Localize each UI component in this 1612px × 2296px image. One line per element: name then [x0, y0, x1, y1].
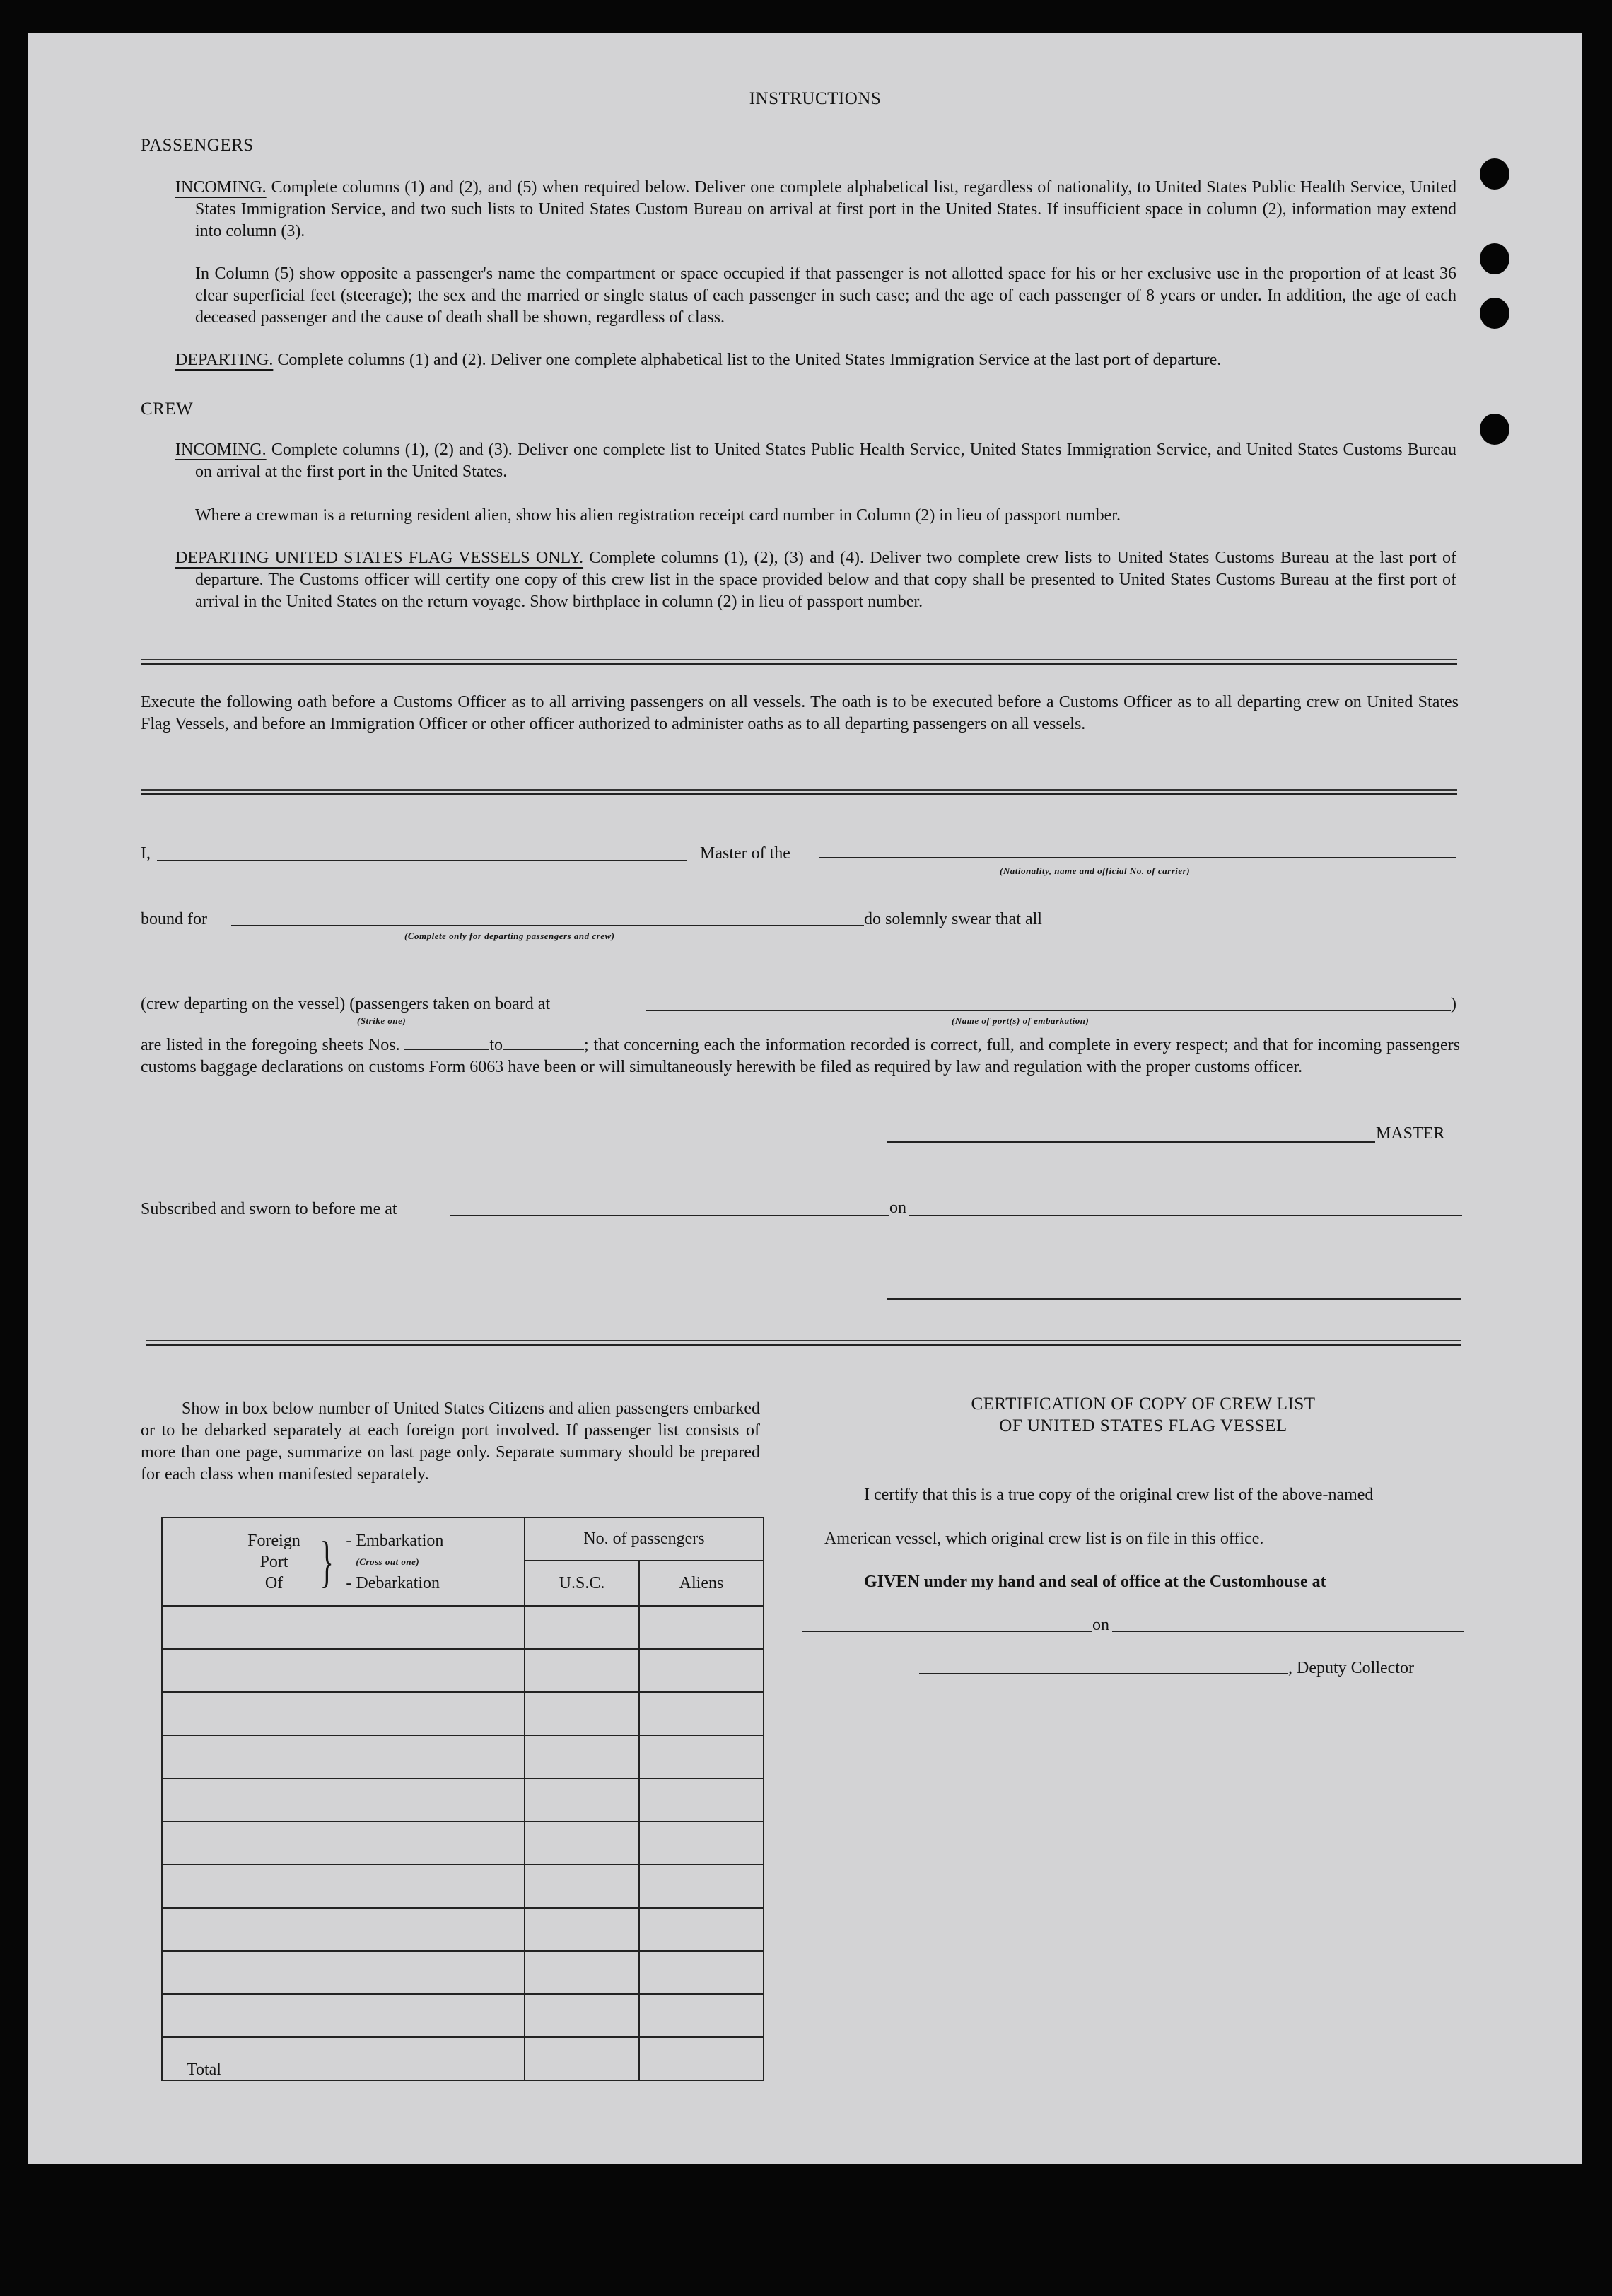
crew-passengers-text: (crew departing on the vessel) (passengers taken on board at: [141, 995, 551, 1013]
port-cell[interactable]: [162, 1735, 525, 1778]
on-label: on: [1092, 1616, 1109, 1634]
table-row: [162, 1649, 764, 1692]
punch-hole: [1480, 243, 1509, 274]
master-of-label: Master of the: [700, 844, 790, 863]
usc-cell[interactable]: [525, 1994, 639, 2037]
usc-cell[interactable]: [525, 1908, 639, 1951]
certify-text: I certify that this is a true copy of the original crew list of the above-named: [864, 1486, 1374, 1504]
oath-i: I,: [141, 844, 151, 863]
text: Complete columns (1) and (2). Deliver one complete alphabetical list to the United States Immigration Service at the last port of departure.: [277, 351, 1222, 369]
sworn-place-field[interactable]: [450, 1215, 889, 1216]
crew-resident: Where a crewman is a returning resident alien, show his alien registration receipt card number in Column (2) in lieu of passport number.: [195, 506, 1121, 525]
bound-for-label: bound for: [141, 910, 207, 928]
text: (Cross out one): [356, 1556, 420, 1567]
passengers-departing: [175, 349, 1462, 371]
aliens-cell[interactable]: [639, 1606, 764, 1649]
deputy-label: , Deputy Collector: [1288, 1659, 1414, 1677]
officer-signature-field[interactable]: [887, 1298, 1461, 1300]
summary-instructions: Show in box below number of United States Citizens and alien passengers embarked or to be debarked separately at each foreign port involved. If passenger list consists of more than one page, summarize on last page only. Separate summary should be prepared for each class when manifested separately.: [141, 1399, 760, 1484]
text: Port: [259, 1552, 288, 1571]
table-row: [162, 1865, 764, 1908]
vessel-text: American vessel, which original crew list is on file in this office.: [824, 1529, 1264, 1548]
punch-hole: [1480, 298, 1509, 329]
port-caption: (Name of port(s) of embarkation): [952, 1015, 1090, 1026]
passengers-heading: PASSENGERS: [141, 136, 254, 155]
text: CERTIFICATION OF COPY OF CREW LIST: [971, 1394, 1316, 1414]
usc-cell[interactable]: [525, 1778, 639, 1822]
text: OF UNITED STATES FLAG VESSEL: [999, 1416, 1287, 1435]
port-cell[interactable]: [162, 1908, 525, 1951]
crew-incoming: [175, 439, 1456, 483]
carrier-field[interactable]: [819, 857, 1456, 858]
master-label: MASTER: [1376, 1124, 1445, 1143]
divider: [141, 789, 1457, 795]
port-cell[interactable]: [162, 1649, 525, 1692]
usc-cell[interactable]: [525, 1649, 639, 1692]
total-usc-cell[interactable]: [525, 2037, 639, 2080]
subscribed-label: Subscribed and sworn to before me at: [141, 1200, 397, 1218]
table-row: [162, 1692, 764, 1735]
bound-for-field[interactable]: [231, 925, 864, 926]
text: are listed in the foregoing sheets Nos.: [141, 1036, 400, 1054]
port-cell[interactable]: [162, 1606, 525, 1649]
total-label: Total: [162, 2037, 525, 2080]
aliens-header: Aliens: [639, 1561, 764, 1606]
label: INCOMING.: [175, 441, 267, 459]
table-row: [162, 1994, 764, 2037]
oath-instruction: Execute the following oath before a Customs Officer as to all arriving passengers on all vessels. The oath is to be executed before a Customs Officer as to all departing crew on United States Flag Vessels, and before an Immigration Officer or other officer authorized to administer oaths as to all departing passengers on all vessels.: [141, 693, 1459, 733]
punch-hole: [1480, 158, 1509, 190]
port-cell[interactable]: [162, 1951, 525, 1994]
aliens-cell[interactable]: [639, 1822, 764, 1865]
port-cell[interactable]: [162, 1692, 525, 1735]
carrier-caption: (Nationality, name and official No. of carrier): [1000, 866, 1191, 876]
table-row: [162, 1606, 764, 1649]
sheet-from-field[interactable]: [404, 1049, 489, 1050]
usc-cell[interactable]: [525, 1692, 639, 1735]
port-cell[interactable]: [162, 1865, 525, 1908]
text: - Debarkation: [346, 1573, 440, 1592]
table-row: [162, 1778, 764, 1822]
sworn-date-field[interactable]: [909, 1215, 1462, 1216]
table-row: [162, 1822, 764, 1865]
listed-text: [141, 1035, 1460, 1078]
aliens-cell[interactable]: [639, 1735, 764, 1778]
text: - Embarkation: [346, 1531, 444, 1550]
label: INCOMING.: [175, 178, 267, 197]
table-row: [162, 1908, 764, 1951]
label: DEPARTING UNITED STATES FLAG VESSELS ONLY.: [175, 549, 584, 567]
close-paren: ): [1451, 995, 1456, 1013]
aliens-cell[interactable]: [639, 1994, 764, 2037]
text: Complete columns (1), (2), (3) and (4). Deliver two complete crew lists to United States Customs Bureau at the last port of departure. The Customs officer will certify one copy of this crew list in the space provided below and that copy shall be presented to United States Customs Bureau at the first port of arrival in the United States on the return voyage. Show birthplace in column (2) in lieu of passport number.: [195, 549, 1457, 611]
master-signature-field[interactable]: [887, 1141, 1375, 1143]
passengers-column5: In Column (5) show opposite a passenger's name the compartment or space occupied if that passenger is not allotted space for his or her exclusive use in the proportion of at least 36 clear superficial feet (steerage); the sex and the married or single status of each passenger in such case; and the age of each passenger of 8 years or under. In addition, the age of each deceased passenger and the cause of death shall be shown, regardless of class.: [195, 264, 1456, 327]
aliens-cell[interactable]: [639, 1692, 764, 1735]
text: GIVEN under my hand and seal of office at the Customhouse at: [864, 1573, 1326, 1591]
sheet-to-field[interactable]: [503, 1049, 584, 1050]
port-cell[interactable]: [162, 1994, 525, 2037]
no-passengers-header: No. of passengers: [525, 1517, 764, 1561]
text: Complete columns (1) and (2), and (5) when required below. Deliver one complete alphabetical list, regardless of nationality, to United States Public Health Service, United States Immigration Service, and two such lists to United States Custom Bureau on arrival at first port in the United States. If insufficient space in column (2), information may extend into column (3).: [195, 178, 1457, 240]
divider: [146, 1340, 1461, 1346]
passenger-summary-table: [161, 1517, 764, 2081]
aliens-cell[interactable]: [639, 1908, 764, 1951]
embarkation-port-field[interactable]: [646, 1010, 1451, 1011]
port-cell[interactable]: [162, 1822, 525, 1865]
crew-departing: [175, 547, 1456, 613]
total-aliens-cell[interactable]: [639, 2037, 764, 2080]
text: ; that concerning each the information recorded is correct, full, and complete in every respect; and that for incoming passengers customs baggage declarations on customs Form 6063 have been or will simultaneously herewith be filed as required by law and regulation with the proper customs officer.: [141, 1036, 1460, 1076]
text: Complete columns (1), (2) and (3). Deliver one complete list to United States Public Health Service, United States Immigration Service, and United States Customs Bureau on arrival at the first port in the United States.: [195, 441, 1457, 481]
divider: [141, 659, 1457, 665]
customhouse-field[interactable]: [802, 1631, 1092, 1632]
text: Of: [264, 1573, 284, 1592]
page-title: INSTRUCTIONS: [749, 89, 882, 108]
cert-date-field[interactable]: [1112, 1631, 1464, 1632]
given-text: [864, 1571, 1326, 1593]
crew-heading: CREW: [141, 400, 194, 419]
usc-cell[interactable]: [525, 1865, 639, 1908]
punch-hole: [1480, 414, 1509, 445]
aliens-cell[interactable]: [639, 1778, 764, 1822]
usc-cell[interactable]: [525, 1606, 639, 1649]
strike-caption: (Strike one): [357, 1015, 407, 1026]
aliens-cell[interactable]: [639, 1649, 764, 1692]
table-row: [162, 1951, 764, 1994]
master-name-field[interactable]: [157, 860, 687, 861]
certification-title: [813, 1393, 1473, 1437]
label: DEPARTING.: [175, 351, 274, 369]
aliens-cell[interactable]: [639, 1865, 764, 1908]
passengers-incoming: [175, 177, 1456, 243]
usc-cell[interactable]: [525, 1735, 639, 1778]
usc-cell[interactable]: [525, 1822, 639, 1865]
bound-caption: (Complete only for departing passengers and crew): [404, 931, 615, 941]
deputy-signature-field[interactable]: [919, 1673, 1288, 1674]
port-cell[interactable]: [162, 1778, 525, 1822]
foreign-port-header: Foreign Port Of } - Embarkation (Cross out one) - Debarkation: [162, 1517, 525, 1606]
swear-text: do solemnly swear that all: [864, 910, 1042, 928]
usc-cell[interactable]: [525, 1951, 639, 1994]
text: to: [489, 1036, 503, 1054]
text: Foreign: [247, 1531, 300, 1550]
usc-header: U.S.C.: [525, 1561, 639, 1606]
aliens-cell[interactable]: [639, 1951, 764, 1994]
table-row: [162, 1735, 764, 1778]
on-label: on: [889, 1199, 906, 1217]
